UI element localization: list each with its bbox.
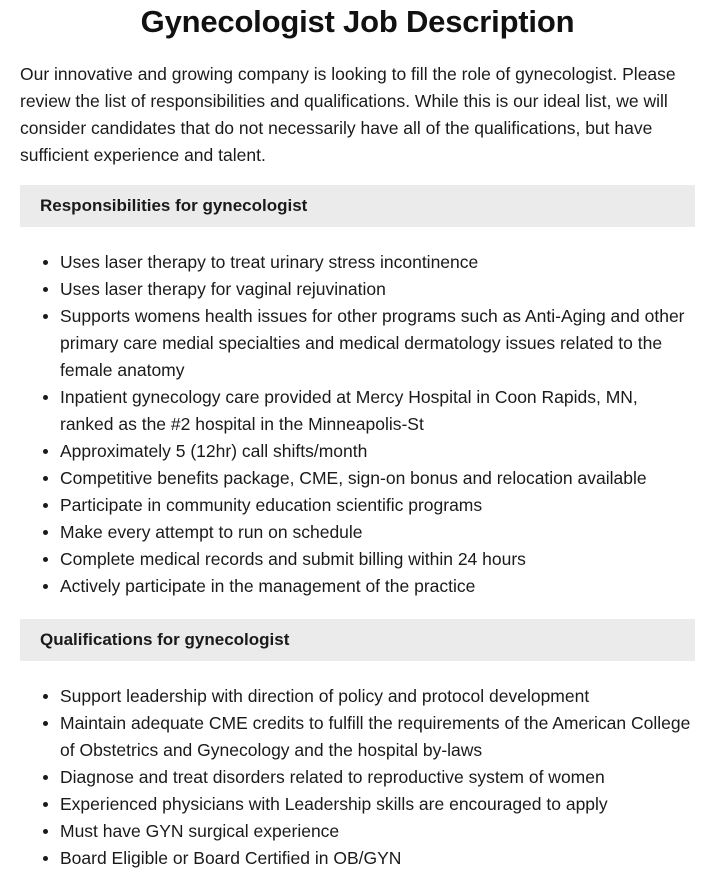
qualifications-heading: Qualifications for gynecologist xyxy=(20,619,695,661)
bullet-icon xyxy=(43,314,48,319)
list-item xyxy=(60,519,695,546)
bullet-icon xyxy=(43,557,48,562)
list-item-text: Actively participate in the management of the practice xyxy=(60,576,476,596)
list-item xyxy=(60,384,695,438)
list-item-text: Approximately 5 (12hr) call shifts/month xyxy=(60,441,368,461)
bullet-icon xyxy=(43,476,48,481)
page-title: Gynecologist Job Description xyxy=(140,4,575,39)
list-item-text: Make every attempt to run on schedule xyxy=(60,522,363,542)
responsibilities-list xyxy=(20,249,695,600)
bullet-icon xyxy=(43,856,48,861)
bullet-icon xyxy=(43,449,48,454)
list-item xyxy=(60,492,695,519)
intro-paragraph: Our innovative and growing company is looking to fill the role of gynecologist. Please review the list of responsibilities and qualifications. While this is our ideal list, we will consider candidates that do not necessarily have all of the qualifications, but have sufficient experience and talent. xyxy=(20,64,676,165)
responsibilities-section xyxy=(20,185,695,600)
list-item xyxy=(60,818,695,845)
bullet-icon xyxy=(43,287,48,292)
list-item xyxy=(60,303,695,384)
list-item xyxy=(60,546,695,573)
qualifications-list xyxy=(20,683,695,872)
list-item-text: Must have GYN surgical experience xyxy=(60,821,340,841)
list-item-text: Complete medical records and submit billing within 24 hours xyxy=(60,549,526,569)
list-item xyxy=(60,845,695,872)
bullet-icon xyxy=(43,721,48,726)
list-item-text: Participate in community education scientific programs xyxy=(60,495,483,515)
bullet-icon xyxy=(43,503,48,508)
list-item-text: Board Eligible or Board Certified in OB/GYN xyxy=(60,848,402,868)
list-item-text: Inpatient gynecology care provided at Mercy Hospital in Coon Rapids, MN, ranked as the #2 hospital in the Minneapolis-St xyxy=(60,387,638,434)
bullet-icon xyxy=(43,694,48,699)
list-item xyxy=(60,764,695,791)
qualifications-section xyxy=(20,619,695,872)
bullet-icon xyxy=(43,530,48,535)
list-item-text: Supports womens health issues for other programs such as Anti-Aging and other primary care medial specialties and medical dermatology issues related to the female anatomy xyxy=(60,306,685,380)
list-item xyxy=(60,438,695,465)
list-item xyxy=(60,276,695,303)
list-item xyxy=(60,710,695,764)
bullet-icon xyxy=(43,802,48,807)
list-item-text: Competitive benefits package, CME, sign-on bonus and relocation available xyxy=(60,468,647,488)
list-item xyxy=(60,249,695,276)
list-item xyxy=(60,683,695,710)
list-item-text: Uses laser therapy for vaginal rejuvination xyxy=(60,279,386,299)
bullet-icon xyxy=(43,395,48,400)
list-item-text: Maintain adequate CME credits to fulfill the requirements of the American College of Obstetrics and Gynecology and the hospital by-laws xyxy=(60,713,691,760)
bullet-icon xyxy=(43,584,48,589)
responsibilities-heading: Responsibilities for gynecologist xyxy=(20,185,695,227)
list-item xyxy=(60,791,695,818)
list-item xyxy=(60,465,695,492)
bullet-icon xyxy=(43,829,48,834)
list-item xyxy=(60,573,695,600)
list-item-text: Uses laser therapy to treat urinary stress incontinence xyxy=(60,252,479,272)
bullet-icon xyxy=(43,260,48,265)
bullet-icon xyxy=(43,775,48,780)
list-item-text: Diagnose and treat disorders related to reproductive system of women xyxy=(60,767,605,787)
list-item-text: Support leadership with direction of policy and protocol development xyxy=(60,686,590,706)
list-item-text: Experienced physicians with Leadership skills are encouraged to apply xyxy=(60,794,608,814)
